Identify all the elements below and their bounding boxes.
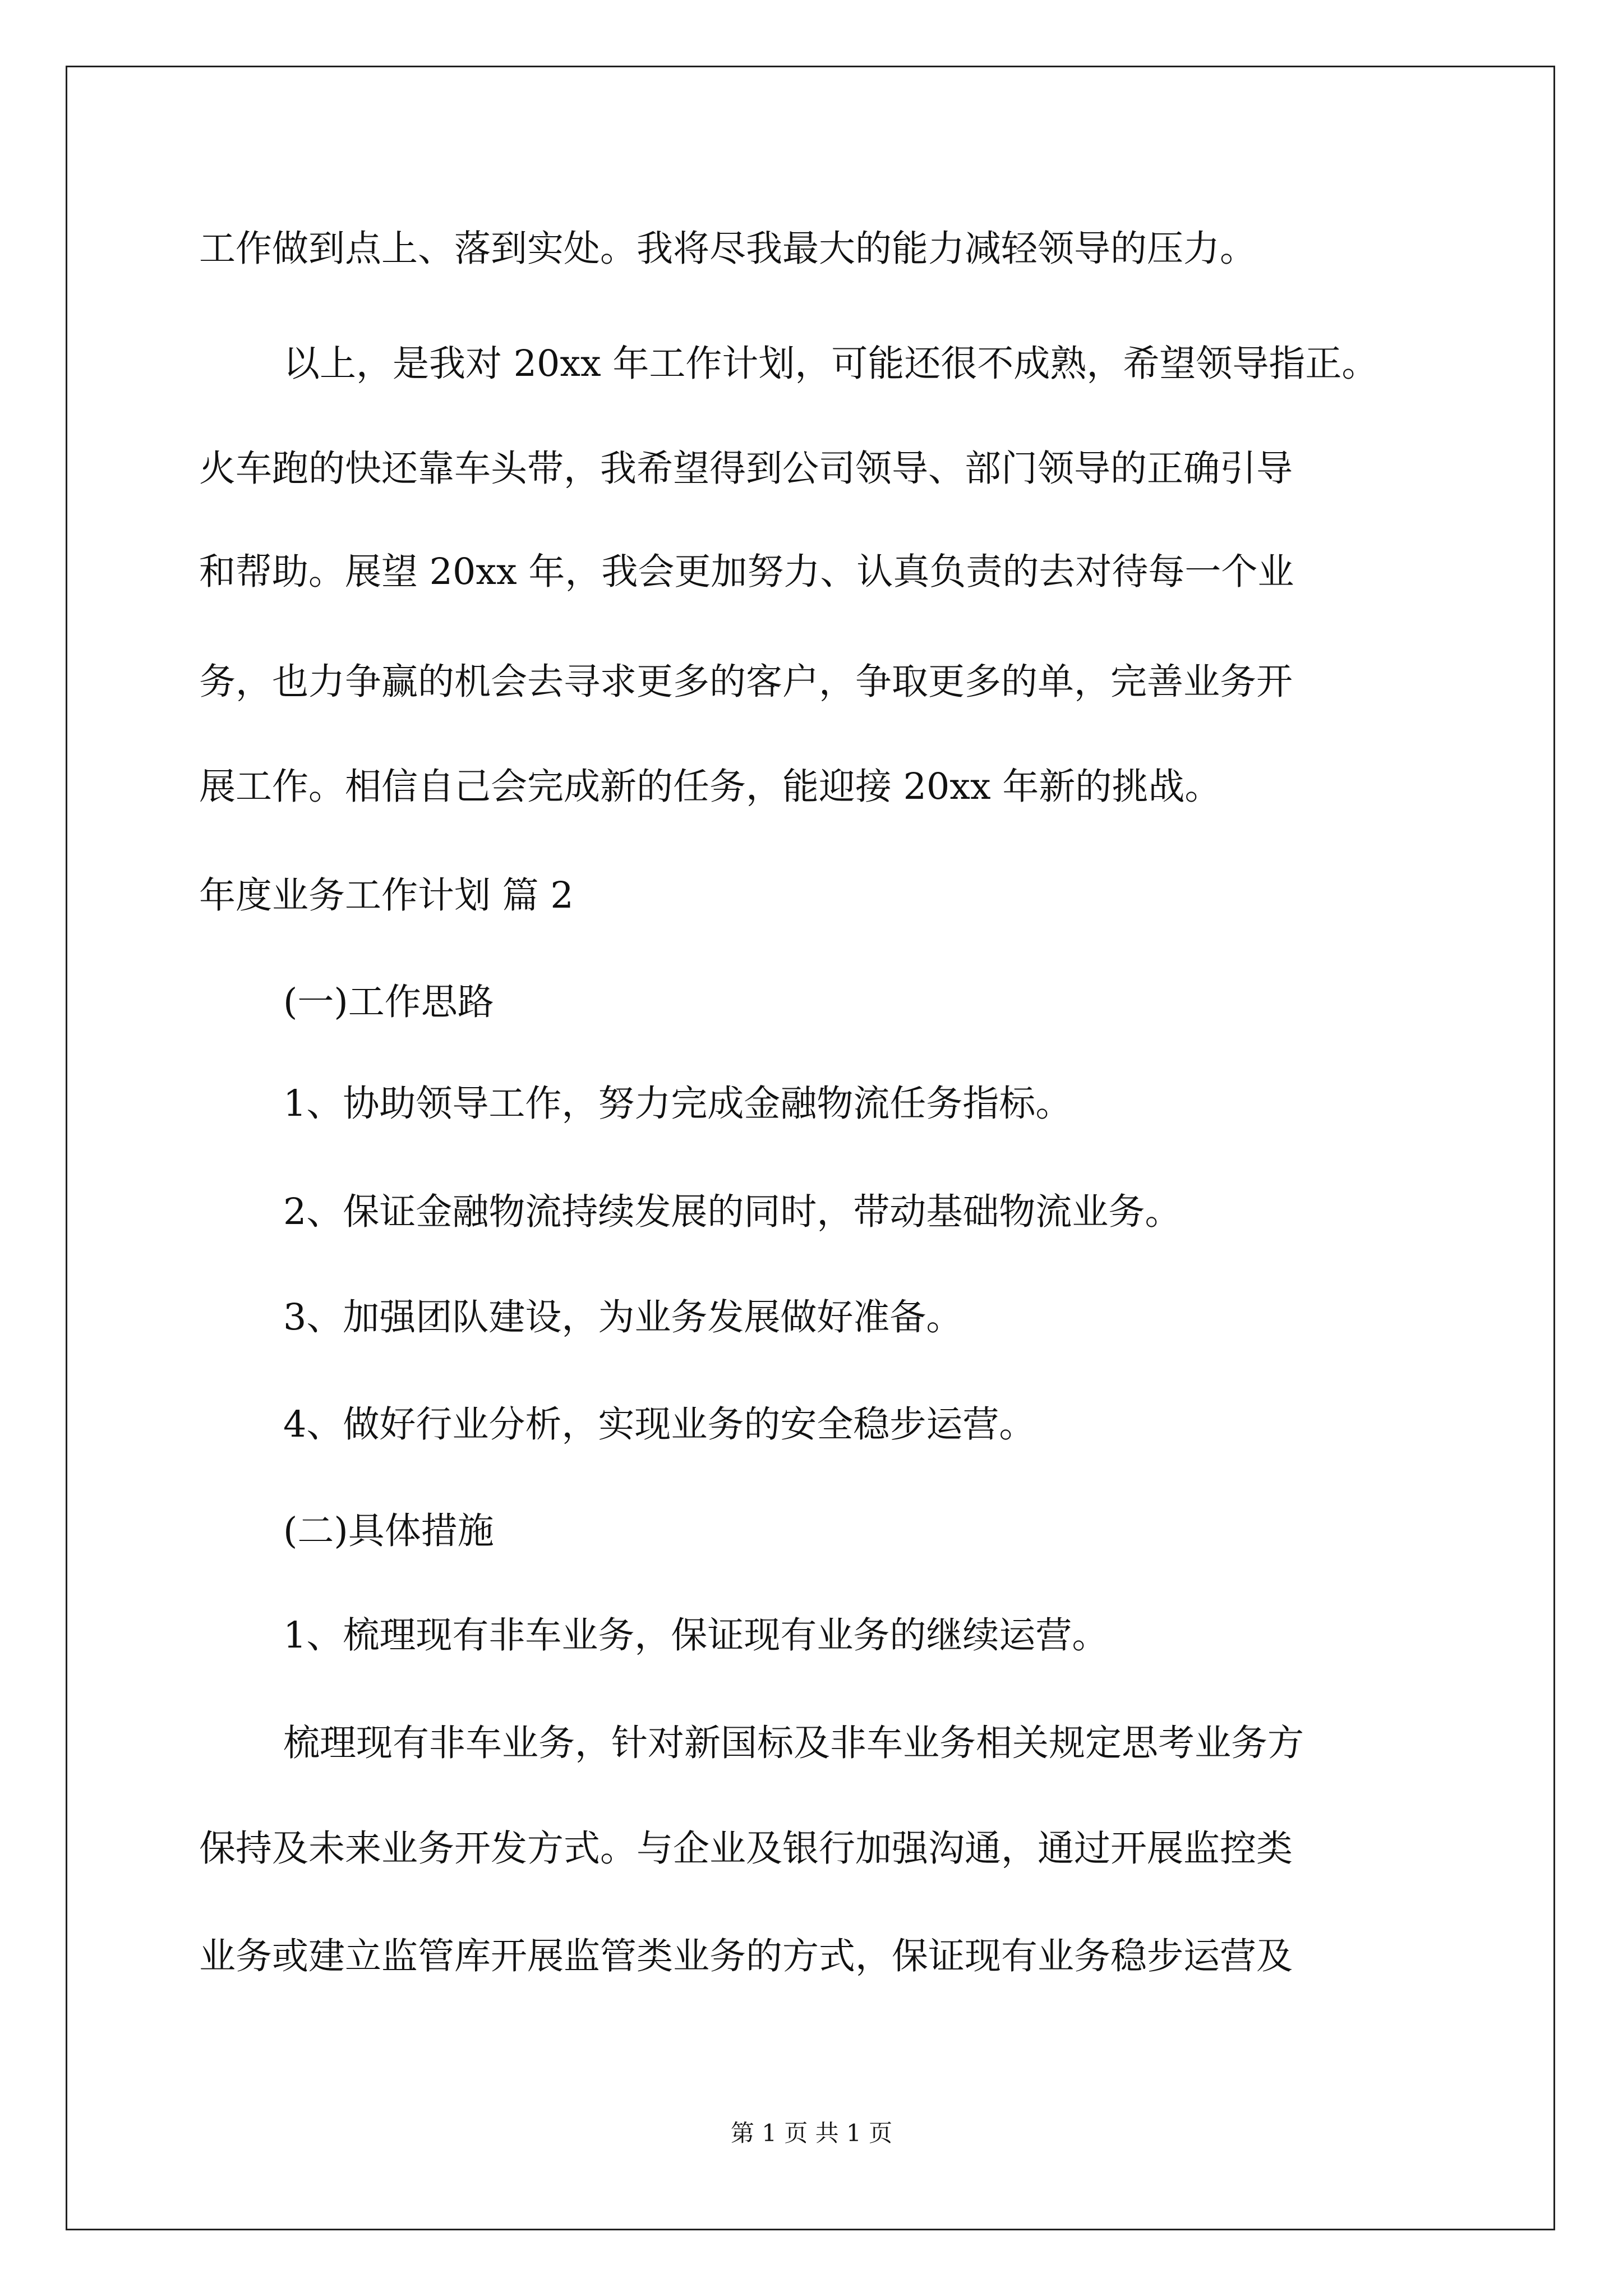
body-line-1: 工作做到点上、落到实处。我将尽我最大的能力减轻领导的压力。 (199, 228, 1257, 270)
measure-item-1: 1、梳理现有非车业务，保证现有业务的继续运营。 (283, 1614, 1109, 1657)
page-footer: 第 1 页 共 1 页 (730, 2119, 893, 2147)
body-line-6: 展工作。相信自己会完成新的任务，能迎接 20xx 年新的挑战。 (199, 766, 1221, 808)
list-item-4: 4、做好行业分析，实现业务的安全稳步运营。 (283, 1404, 1036, 1446)
list-item-1: 1、协助领导工作，努力完成金融物流任务指标。 (283, 1083, 1072, 1125)
body-line-2: 以上，是我对 20xx 年工作计划，可能还很不成熟，希望领导指正。 (283, 343, 1378, 385)
list-item-2: 2、保证金融物流持续发展的同时，带动基础物流业务。 (283, 1191, 1182, 1233)
list-item-3: 3、加强团队建设，为业务发展做好准备。 (283, 1296, 963, 1338)
body-line-5: 务，也力争赢的机会去寻求更多的客户，争取更多的单，完善业务开 (199, 661, 1293, 703)
body-line-7: 梳理现有非车业务，针对新国标及非车业务相关规定思考业务方 (283, 1722, 1304, 1764)
body-line-3: 火车跑的快还靠车头带，我希望得到公司领导、部门领导的正确引导 (199, 448, 1293, 490)
body-line-8: 保持及未来业务开发方式。与企业及银行加强沟通，通过开展监控类 (199, 1828, 1293, 1870)
body-line-9: 业务或建立监管库开展监管类业务的方式，保证现有业务稳步运营及 (199, 1935, 1293, 1977)
page-border (66, 66, 1555, 2230)
subheading-2: (二)具体措施 (283, 1510, 494, 1552)
subheading-1: (一)工作思路 (283, 981, 494, 1023)
body-line-4: 和帮助。展望 20xx 年，我会更加努力、认真负责的去对待每一个业 (199, 551, 1294, 593)
section-heading: 年度业务工作计划 篇 2 (199, 875, 574, 917)
